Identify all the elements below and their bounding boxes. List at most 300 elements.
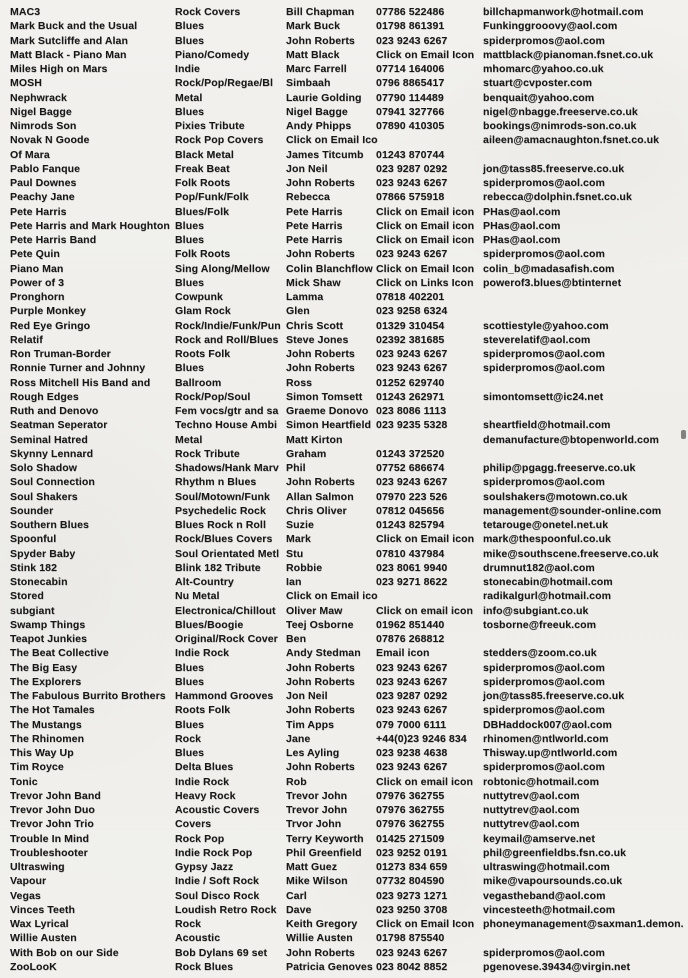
table-row: [10, 34, 688, 48]
email-cell: simontomsett@ic24.net: [483, 390, 604, 403]
table-row: [10, 5, 688, 19]
contact-name-cell: Terry Keyworth: [286, 832, 364, 845]
genre-cell: Rock/Indie/Funk/Pun: [175, 319, 281, 332]
band-name-cell: Pablo Fanque: [10, 162, 81, 175]
table-row: [10, 91, 688, 105]
band-name-cell: Vapour: [10, 875, 47, 888]
email-cell: stonecabin@hotmail.com: [483, 576, 613, 589]
table-row: [10, 931, 688, 945]
email-cell: aileen@amacnaughton.fsnet.co.uk: [483, 134, 660, 147]
phone-cell: 023 9243 6267: [376, 348, 448, 361]
genre-cell: Rock Blues: [175, 960, 234, 973]
table-row: [10, 461, 688, 475]
genre-cell: Blues: [175, 362, 205, 375]
email-cell: mark@thespoonful.co.uk: [483, 533, 611, 546]
contact-name-cell: Pete Harris: [286, 205, 343, 218]
table-row: [10, 247, 688, 261]
email-cell: mhomarc@yahoo.co.uk: [483, 63, 604, 76]
phone-cell: 079 7000 6111: [376, 718, 447, 731]
table-row: [10, 504, 688, 518]
band-name-cell: Tim Royce: [10, 761, 64, 774]
contact-name-cell: John Roberts: [286, 761, 355, 774]
genre-cell: Blues: [175, 105, 205, 118]
band-name-cell: Of Mara: [10, 148, 50, 161]
table-row: [10, 817, 688, 831]
genre-cell: Blink 182 Tribute: [175, 561, 261, 574]
table-row: [10, 760, 688, 774]
contact-name-cell: Rebecca: [286, 191, 330, 204]
table-row: [10, 475, 688, 489]
phone-cell: 023 9235 5328: [376, 419, 448, 432]
email-cell: Thisway.up@ntlworld.com: [483, 747, 618, 760]
email-cell: scottiestyle@yahoo.com: [483, 319, 609, 332]
email-cell: keymail@amserve.net: [483, 832, 595, 845]
contact-name-cell: John Roberts: [286, 248, 355, 261]
band-name-cell: Red Eye Gringo: [10, 319, 91, 332]
genre-cell: Indie: [175, 63, 201, 76]
contact-name-cell: Suzie: [286, 519, 314, 532]
table-row: [10, 803, 688, 817]
email-cell: PHas@aol.com: [483, 219, 561, 232]
email-cell: management@sounder-online.com: [483, 504, 662, 517]
genre-cell: Indie Rock Pop: [175, 846, 253, 859]
phone-cell: 01329 310454: [376, 319, 445, 332]
genre-cell: Rock: [175, 732, 202, 745]
genre-cell: Rock Tribute: [175, 447, 240, 460]
genre-cell: Blues: [175, 718, 205, 731]
table-row: [10, 960, 688, 974]
band-name-cell: The Explorers: [10, 675, 82, 688]
table-row: [10, 390, 688, 404]
contact-name-cell: Ross: [286, 376, 313, 389]
genre-cell: Blues/Boogie: [175, 618, 244, 631]
genre-cell: Techno House Ambi: [175, 419, 278, 432]
contact-name-cell: John Roberts: [286, 661, 355, 674]
phone-cell: Click on Email Icon: [376, 918, 475, 931]
contact-name-cell: Laurie Golding: [286, 91, 362, 104]
email-cell: DBHaddock007@aol.com: [483, 718, 612, 731]
email-cell: vincesteeth@hotmail.com: [483, 903, 616, 916]
contact-name-cell: Phil Greenfield: [286, 846, 362, 859]
band-name-cell: Tonic: [10, 775, 38, 788]
phone-cell: 023 8042 8852: [376, 960, 448, 973]
email-cell: pgenovese.39434@virgin.net: [483, 960, 631, 973]
band-name-cell: Wax Lyrical: [10, 918, 69, 931]
table-row: [10, 105, 688, 119]
genre-cell: Psychedelic Rock: [175, 504, 266, 517]
contact-name-cell: John Roberts: [286, 675, 355, 688]
phone-cell: 01962 851440: [376, 618, 445, 631]
contact-name-cell: Colin Blanchflow: [286, 262, 373, 275]
band-name-cell: Ron Truman-Border: [10, 348, 111, 361]
email-cell: spiderpromos@aol.com: [483, 362, 605, 375]
contact-name-cell: Simon Tomsett: [286, 390, 363, 403]
email-cell: benquait@yahoo.com: [483, 91, 595, 104]
genre-cell: Blues/Folk: [175, 205, 230, 218]
phone-cell: 023 9243 6267: [376, 675, 448, 688]
genre-cell: Freak Beat: [175, 162, 230, 175]
phone-cell: 023 9243 6267: [376, 34, 448, 47]
contact-name-cell: Bill Chapman: [286, 6, 355, 19]
genre-cell: Indie / Soft Rock: [175, 875, 259, 888]
email-cell: bookings@nimrods-son.co.uk: [483, 120, 637, 133]
table-row: [10, 418, 688, 432]
contact-name-cell: Carl: [286, 889, 307, 902]
table-row: [10, 290, 688, 304]
phone-cell: 07976 362755: [376, 789, 445, 802]
genre-cell: Rock Pop Covers: [175, 134, 264, 147]
band-name-cell: Skynny Lennard: [10, 447, 94, 460]
email-cell: mike@vapoursounds.co.uk: [483, 875, 623, 888]
genre-cell: Soul Disco Rock: [175, 889, 260, 902]
band-name-cell: Ronnie Turner and Johnny: [10, 362, 146, 375]
genre-cell: Rock/Blues Covers: [175, 533, 273, 546]
band-name-cell: ZooLooK: [10, 960, 57, 973]
contact-name-cell: Simbaah: [286, 77, 331, 90]
contact-name-cell: Steve Jones: [286, 333, 349, 346]
table-row: [10, 632, 688, 646]
email-cell: spiderpromos@aol.com: [483, 177, 605, 190]
genre-cell: Metal: [175, 433, 203, 446]
genre-cell: Rock: [175, 918, 202, 931]
email-cell: billchapmanwork@hotmail.com: [483, 6, 644, 19]
email-cell: phoneymanagement@saxman1.demon.: [483, 918, 684, 931]
phone-cell: 023 9252 0191: [376, 846, 448, 859]
phone-cell: 0796 8865417: [376, 77, 445, 90]
contact-name-cell: Stu: [286, 547, 304, 560]
genre-cell: Piano/Comedy: [175, 48, 250, 61]
contact-name-cell: John Roberts: [286, 946, 355, 959]
phone-cell: 01243 870744: [376, 148, 445, 161]
table-row: [10, 703, 688, 717]
contact-name-cell: Chris Scott: [286, 319, 344, 332]
contact-name-cell: Rob: [286, 775, 307, 788]
phone-cell: 07752 686674: [376, 462, 445, 475]
email-cell: spiderpromos@aol.com: [483, 348, 605, 361]
table-row: [10, 675, 688, 689]
genre-cell: Electronica/Chillout: [175, 604, 276, 617]
email-cell: spiderpromos@aol.com: [483, 34, 605, 47]
table-row: [10, 903, 688, 917]
band-name-cell: Power of 3: [10, 276, 65, 289]
email-cell: ultraswing@hotmail.com: [483, 861, 610, 874]
phone-cell: 023 8086 1113: [376, 405, 447, 418]
phone-cell: Click on email icon: [376, 604, 474, 617]
contact-name-cell: Robbie: [286, 561, 323, 574]
genre-cell: Covers: [175, 818, 212, 831]
band-name-cell: Troubleshooter: [10, 846, 88, 859]
email-cell: phil@greenfieldbs.fsn.co.uk: [483, 846, 627, 859]
band-name-cell: Pete Harris Band: [10, 234, 97, 247]
email-cell: Funkinggrooovy@aol.com: [483, 20, 618, 33]
band-name-cell: Stink 182: [10, 561, 58, 574]
table-row: [10, 162, 688, 176]
band-name-cell: The Big Easy: [10, 661, 78, 674]
genre-cell: Rock Covers: [175, 6, 241, 19]
phone-cell: 07732 804590: [376, 875, 445, 888]
table-row: [10, 532, 688, 546]
contact-name-cell: John Roberts: [286, 476, 355, 489]
genre-cell: Black Metal: [175, 148, 234, 161]
contact-name-cell: Trevor John: [286, 804, 348, 817]
phone-cell: Click on Email Icon: [376, 262, 475, 275]
contact-name-cell: Keith Gregory: [286, 918, 358, 931]
table-row: [10, 404, 688, 418]
email-cell: rhinomen@ntlworld.com: [483, 732, 609, 745]
contact-name-cell: John Roberts: [286, 704, 355, 717]
email-cell: sheartfield@hotmail.com: [483, 419, 611, 432]
table-row: [10, 832, 688, 846]
phone-cell: 01273 834 659: [376, 861, 448, 874]
contact-name-cell: Dave: [286, 903, 312, 916]
table-row: [10, 276, 688, 290]
email-cell: drumnut182@aol.com: [483, 561, 595, 574]
genre-cell: Bob Dylans 69 set: [175, 946, 268, 959]
table-row: [10, 874, 688, 888]
email-cell: mike@southscene.freeserve.co.uk: [483, 547, 659, 560]
contact-name-cell: John Roberts: [286, 177, 355, 190]
band-name-cell: Trevor John Trio: [10, 818, 94, 831]
band-name-cell: Ultraswing: [10, 861, 65, 874]
email-cell: nuttytrev@aol.com: [483, 818, 580, 831]
contact-name-cell: Mark Buck: [286, 20, 341, 33]
table-row: [10, 646, 688, 660]
contact-name-cell: John Roberts: [286, 34, 355, 47]
contact-name-cell: Matt Black: [286, 48, 340, 61]
table-row: [10, 661, 688, 675]
phone-cell: 023 8061 9940: [376, 561, 448, 574]
email-cell: steverelatif@aol.com: [483, 333, 591, 346]
contact-name-cell: Graeme Donovo: [286, 405, 369, 418]
band-name-cell: The Beat Collective: [10, 647, 109, 660]
table-row: [10, 946, 688, 960]
table-row: [10, 119, 688, 133]
email-cell: spiderpromos@aol.com: [483, 675, 605, 688]
genre-cell: Rock and Roll/Blues: [175, 333, 279, 346]
contact-name-cell: Phil: [286, 462, 306, 475]
genre-cell: Roots Folk: [175, 704, 231, 717]
table-row: [10, 148, 688, 162]
email-cell: nuttytrev@aol.com: [483, 789, 580, 802]
contact-name-cell: Teej Osborne: [286, 618, 354, 631]
table-row: [10, 846, 688, 860]
phone-cell: Click on Email icon: [376, 234, 475, 247]
phone-cell: 01252 629740: [376, 376, 445, 389]
phone-cell: 07790 114489: [376, 91, 444, 104]
phone-cell: 07941 327766: [376, 105, 445, 118]
table-row: [10, 19, 688, 33]
band-name-cell: This Way Up: [10, 747, 74, 760]
table-row: [10, 433, 688, 447]
phone-cell: 023 9250 3708: [376, 903, 448, 916]
contact-name-cell: Mark: [286, 533, 311, 546]
genre-cell: Gypsy Jazz: [175, 861, 234, 874]
table-row: [10, 347, 688, 361]
phone-cell: Email icon: [376, 647, 430, 660]
phone-cell: 023 9243 6267: [376, 704, 448, 717]
band-name-cell: Trouble In Mind: [10, 832, 90, 845]
genre-cell: Blues Rock n Roll: [175, 519, 266, 532]
contact-name-cell: Andy Phipps: [286, 120, 352, 133]
table-row: [10, 889, 688, 903]
contact-name-cell: Willie Austen: [286, 932, 353, 945]
contact-name-cell: Jon Neil: [286, 690, 328, 703]
band-name-cell: Sounder: [10, 504, 54, 517]
phone-cell: Click on Email icon: [376, 219, 475, 232]
table-row: [10, 490, 688, 504]
table-row: [10, 62, 688, 76]
genre-cell: Alt-Country: [175, 576, 234, 589]
genre-cell: Blues: [175, 747, 205, 760]
email-cell: tosborne@freeuk.com: [483, 618, 597, 631]
phone-cell: 023 9287 0292: [376, 690, 448, 703]
band-name-cell: Purple Monkey: [10, 305, 86, 318]
table-row: [10, 917, 688, 931]
band-name-cell: Seatman Seperator: [10, 419, 108, 432]
contact-name-cell: John Roberts: [286, 362, 355, 375]
email-cell: spiderpromos@aol.com: [483, 704, 605, 717]
genre-cell: Blues: [175, 34, 205, 47]
email-cell: info@subgiant.co.uk: [483, 604, 589, 617]
band-name-cell: Vinces Teeth: [10, 903, 76, 916]
genre-cell: Shadows/Hank Marv: [175, 462, 279, 475]
phone-cell: 07866 575918: [376, 191, 445, 204]
contact-name-cell: Click on Email Ico: [286, 134, 378, 147]
contact-name-cell: James Titcumb: [286, 148, 364, 161]
phone-cell: 01243 825794: [376, 519, 445, 532]
table-row: [10, 789, 688, 803]
phone-cell: 07714 164006: [376, 63, 445, 76]
contact-name-cell: John Roberts: [286, 348, 355, 361]
band-name-cell: Piano Man: [10, 262, 64, 275]
phone-cell: 07812 045656: [376, 504, 445, 517]
email-cell: soulshakers@motown.co.uk: [483, 490, 628, 503]
email-cell: spiderpromos@aol.com: [483, 661, 605, 674]
band-name-cell: Spyder Baby: [10, 547, 76, 560]
contact-name-cell: Click on Email ico: [286, 590, 378, 603]
band-name-cell: Vegas: [10, 889, 41, 902]
contact-name-cell: Allan Salmon: [286, 490, 354, 503]
phone-cell: Click on Email icon: [376, 205, 475, 218]
band-name-cell: Spoonful: [10, 533, 57, 546]
genre-cell: Loudish Retro Rock: [175, 903, 277, 916]
table-row: [10, 190, 688, 204]
table-row: [10, 233, 688, 247]
phone-cell: 01798 875540: [376, 932, 445, 945]
band-name-cell: Relatif: [10, 333, 43, 346]
band-name-cell: MOSH: [10, 77, 42, 90]
phone-cell: 07810 437984: [376, 547, 445, 560]
genre-cell: Roots Folk: [175, 348, 231, 361]
contact-name-cell: Glen: [286, 305, 310, 318]
email-cell: radikalgurl@hotmail.com: [483, 590, 612, 603]
contact-name-cell: Matt Guez: [286, 861, 338, 874]
phone-cell: 07890 410305: [376, 120, 445, 133]
band-name-cell: Ruth and Denovo: [10, 405, 99, 418]
band-name-cell: Pete Quin: [10, 248, 60, 261]
phone-cell: 01425 271509: [376, 832, 445, 845]
genre-cell: Pop/Funk/Folk: [175, 191, 249, 204]
genre-cell: Cowpunk: [175, 291, 223, 304]
email-cell: PHas@aol.com: [483, 205, 561, 218]
band-name-cell: Ross Mitchell His Band and: [10, 376, 151, 389]
genre-cell: Rock/Pop/Regae/Bl: [175, 77, 273, 90]
email-cell: powerof3.blues@btinternet: [483, 276, 622, 289]
contact-name-cell: Andy Stedman: [286, 647, 361, 660]
contact-name-cell: Mike Wilson: [286, 875, 348, 888]
contact-name-cell: Mick Shaw: [286, 276, 341, 289]
email-cell: colin_b@madasafish.com: [483, 262, 615, 275]
table-row: [10, 561, 688, 575]
phone-cell: 023 9243 6267: [376, 761, 448, 774]
genre-cell: Rock/Pop/Soul: [175, 390, 251, 403]
table-row: [10, 746, 688, 760]
genre-cell: Rhythm n Blues: [175, 476, 257, 489]
band-name-cell: Southern Blues: [10, 519, 89, 532]
phone-cell: 023 9243 6267: [376, 362, 448, 375]
band-name-cell: With Bob on our Side: [10, 946, 119, 959]
email-cell: spiderpromos@aol.com: [483, 476, 605, 489]
band-name-cell: Peachy Jane: [10, 191, 75, 204]
phone-cell: 07818 402201: [376, 291, 445, 304]
genre-cell: Rock Pop: [175, 832, 225, 845]
phone-cell: 07876 268812: [376, 633, 445, 646]
band-name-cell: Solo Shadow: [10, 462, 78, 475]
phone-cell: 023 9287 0292: [376, 162, 448, 175]
contact-name-cell: Lamma: [286, 291, 324, 304]
table-row: [10, 133, 688, 147]
genre-cell: Ballroom: [175, 376, 222, 389]
phone-cell: +44(0)23 9246 834: [376, 732, 467, 745]
genre-cell: Blues: [175, 234, 205, 247]
genre-cell: Sing Along/Mellow: [175, 262, 270, 275]
email-cell: philip@pgagg.freeserve.co.uk: [483, 462, 636, 475]
genre-cell: Folk Roots: [175, 177, 231, 190]
band-name-cell: Mark Buck and the Usual: [10, 20, 138, 33]
band-name-cell: The Mustangs: [10, 718, 82, 731]
genre-cell: Folk Roots: [175, 248, 231, 261]
phone-cell: Click on Links Icon: [376, 276, 474, 289]
table-row: [10, 547, 688, 561]
contact-name-cell: Trvor John: [286, 818, 342, 831]
phone-cell: 023 9273 1271: [376, 889, 448, 902]
contact-name-cell: Les Ayling: [286, 747, 340, 760]
email-cell: robtonic@hotmail.com: [483, 775, 600, 788]
band-name-cell: Novak N Goode: [10, 134, 90, 147]
genre-cell: Fem vocs/gtr and sa: [175, 405, 279, 418]
table-row: [10, 48, 688, 62]
band-name-cell: Mark Sutcliffe and Alan: [10, 34, 129, 47]
genre-cell: Metal: [175, 91, 203, 104]
genre-cell: Indie Rock: [175, 775, 230, 788]
band-name-cell: Rough Edges: [10, 390, 79, 403]
contact-name-cell: Patricia Genoves: [286, 960, 373, 973]
band-name-cell: Nigel Bagge: [10, 105, 72, 118]
band-name-cell: Pronghorn: [10, 291, 65, 304]
band-name-cell: The Fabulous Burrito Brothers: [10, 690, 166, 703]
contact-name-cell: Ian: [286, 576, 302, 589]
band-name-cell: Swamp Things: [10, 618, 86, 631]
band-name-cell: Trevor John Duo: [10, 804, 95, 817]
genre-cell: Blues: [175, 276, 205, 289]
phone-cell: 023 9258 6324: [376, 305, 448, 318]
contact-name-cell: Marc Farrell: [286, 63, 347, 76]
phone-cell: 023 9243 6267: [376, 661, 448, 674]
table-row: [10, 589, 688, 603]
band-name-cell: Soul Shakers: [10, 490, 78, 503]
table-row: [10, 718, 688, 732]
email-cell: PHas@aol.com: [483, 234, 561, 247]
